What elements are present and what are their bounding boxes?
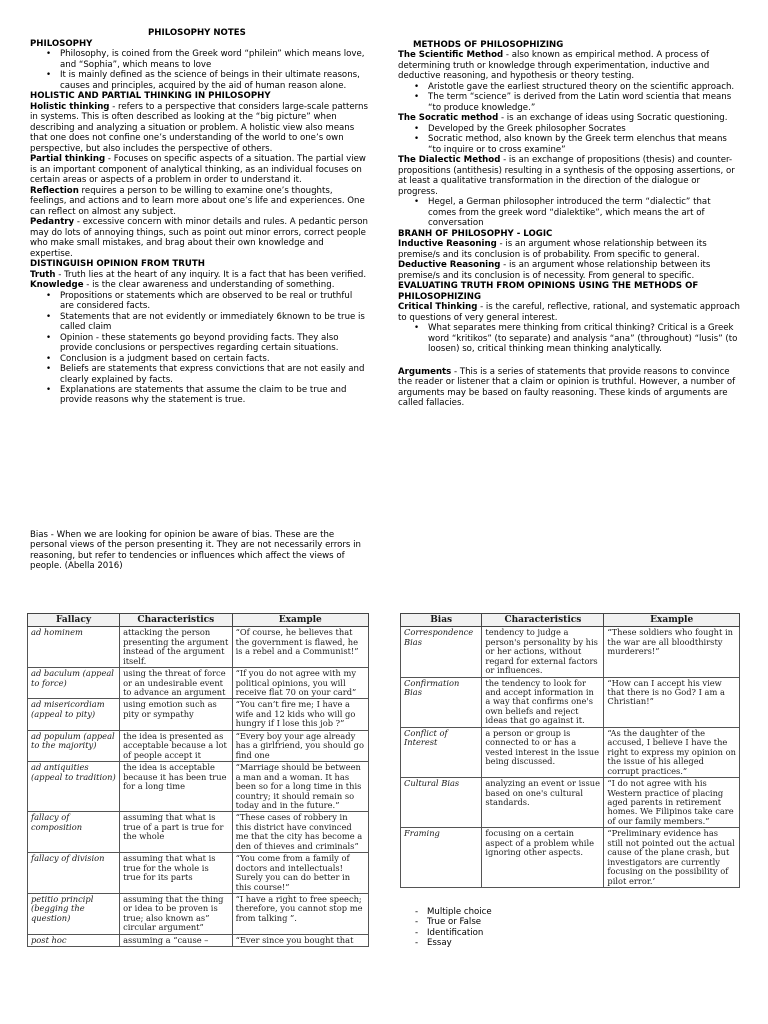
page-title: PHILOSOPHY NOTES [148, 28, 246, 38]
table-row [401, 727, 740, 777]
scientific-bullet-2: • The term “science” is derived from the Latin word scientia that means “to produce knowledge.” [398, 92, 740, 113]
example-cell: “I have a right to free speech; therefore, you cannot stop me from talking ”. [232, 894, 368, 935]
scientific-term: The Scientific Method [398, 50, 504, 61]
critical-text: - is the careful, reflective, rational, and systematic approach to questions of very general interest. [398, 302, 740, 323]
example-cell: “I do not agree with his Western practice of placing aged parents in retirement homes. We Filipinos take care of our family members.” [604, 778, 740, 828]
characteristics-cell: focusing on a certain aspect of a problem while ignoring other aspects. [482, 828, 604, 888]
holistic-heading: HOLISTIC AND PARTIAL THINKING IN PHILOSOPHY [30, 91, 271, 102]
characteristics-cell: tendency to judge a person's personality by his or her actions, without regard for external factors or influences. [482, 627, 604, 677]
holistic-text: - refers to a perspective that considers large-scale patterns in systems. This is often described as looking at the “big picture” when describing and analyzing a situation or problem. A holistic view also means that one does not confine one’s understanding of the world to one’s own perspective, but also includes the perspective of others. [30, 101, 368, 154]
dialectic-bullet-1: • Hegel, a German philosopher introduced the term “dialectic” that comes from the greek word “dialektike”, which means the art of conversation [398, 197, 740, 228]
dialectic-term: The Dialectic Method [398, 155, 501, 166]
knowledge-bullet-3: • Opinion - these statements go beyond providing facts. They also provide conclusions or perspectives regarding certain situations. [30, 333, 368, 354]
fallacy-cell: ad hominem [28, 627, 120, 668]
table-row [28, 762, 369, 812]
distinguish-heading: DISTINGUISH OPINION FROM TRUTH [30, 259, 205, 270]
bias-table [400, 613, 740, 888]
fallacy-cell: fallacy of division [28, 853, 120, 894]
characteristics-cell: the idea is acceptable because it has been true for a long time [120, 762, 233, 812]
pedantry-term: Pedantry [30, 217, 75, 228]
bias-cell: Confirmation Bias [401, 677, 482, 727]
inductive-paragraph [398, 239, 740, 260]
truth-text: - Truth lies at the heart of any inquiry. It is a fact that has been verified. [55, 269, 367, 280]
knowledge-paragraph [30, 280, 368, 290]
knowledge-bullet-4: • Conclusion is a judgment based on certain facts. [30, 354, 368, 364]
pedantry-paragraph [30, 217, 368, 259]
characteristics-cell: assuming that what is true of a part is true for the whole [120, 812, 233, 853]
characteristics-cell: assuming a “cause – [120, 934, 233, 946]
inductive-text: - is an argument whose relationship between its premise/s and its conclusion is of probability. From specific to general. [398, 239, 707, 260]
example-cell: “Preliminary evidence has still not pointed out the actual cause of the plane crash, but investigators are currently focusing on the possibility of pilot error.’ [604, 828, 740, 888]
header-characteristics: Characteristics [482, 614, 604, 627]
deductive-text: - is an argument whose relationship between its premise/s and its conclusion is of necessity. From general to specific. [398, 260, 711, 281]
table-row [28, 627, 369, 668]
example-cell: “How can I accept his view that there is no God? I am a Christian!” [604, 677, 740, 727]
list-item: - Essay [413, 938, 492, 948]
knowledge-term: Knowledge [30, 280, 84, 291]
scientific-list [398, 82, 740, 113]
characteristics-cell: assuming that the thing or idea to be proven is true; also known as” circular argument” [120, 894, 233, 935]
bias-paragraph: Bias - When we are looking for opinion be aware of bias. These are the personal views of the person presenting it. They are not necessarily errors in reasoning, but refer to tendencies or influences which affect the views of people. (Abella 2016) [30, 530, 361, 572]
characteristics-cell: the idea is presented as acceptable because a lot of people accept it [120, 730, 233, 761]
truth-term: Truth [30, 269, 56, 280]
header-example: Example [232, 614, 368, 627]
reflection-paragraph [30, 186, 368, 217]
branch-heading: BRANH OF PHILOSOPHY - LOGIC [398, 228, 553, 239]
knowledge-bullet-6: • Explanations are statements that assume the claim to be true and provide reasons why the statement is true. [30, 385, 368, 406]
scientific-text: - also known as empirical method. A process of determining truth or knowledge through experimentation, inductive and deductive reasoning, and hypothesis or theory testing. [398, 50, 710, 82]
header-bias: Bias [401, 614, 482, 627]
list-item: - Identification [413, 928, 492, 938]
knowledge-bullet-2: • Statements that are not evidently or immediately 6known to be true is called claim [30, 312, 368, 333]
example-cell: “Marriage should be between a man and a woman. It has been so for a long time in this country; it should remain so today and in the future.” [232, 762, 368, 812]
example-cell: “These cases of robbery in this district have convinced me that the city has become a den of thieves and criminals” [232, 812, 368, 853]
fallacy-cell: post hoc [28, 934, 120, 946]
fallacy-cell: ad antiquities (appeal to tradition) [28, 762, 120, 812]
knowledge-list [30, 291, 368, 406]
fallacy-cell: fallacy of composition [28, 812, 120, 853]
characteristics-cell: the tendency to look for and accept information in a way that confirms one's own beliefs and reject ideas that go against it. [482, 677, 604, 727]
dialectic-text: - is an exchange of propositions (thesis) and counter-propositions (antithesis) resulting in a synthesis of the opposing assertions, or at least a qualitative transformation in the direction of the dialogue or progress. [398, 155, 735, 197]
dialectic-paragraph [398, 155, 740, 197]
test-type-list [413, 907, 492, 949]
characteristics-cell: using emotion such as pity or sympathy [120, 699, 233, 730]
partial-term: Partial thinking [30, 154, 106, 165]
example-cell: “You come from a family of doctors and intellectuals! Surely you can do better in this course!” [232, 853, 368, 894]
bias-cell: Framing [401, 828, 482, 888]
fallacy-table [27, 613, 369, 947]
left-column [30, 28, 368, 406]
evaluating-heading: EVALUATING TRUTH FROM OPINIONS USING THE METHODS OF PHILOSOPHIZING [398, 281, 699, 302]
philosophy-bullet-1: • Philosophy, is coined from the Greek word “philein” which means love, and “Sophia”, which means to love [30, 49, 368, 70]
example-cell: “Ever since you bought that [232, 934, 368, 946]
critical-term: Critical Thinking [398, 302, 478, 313]
socratic-bullet-1: • Developed by the Greek philosopher Socrates [398, 124, 740, 134]
socratic-paragraph [398, 113, 740, 123]
socratic-term: The Socratic method [398, 113, 499, 124]
pedantry-text: - excessive concern with minor details and rules. A pedantic person may do lots of annoying things, such as point out minor errors, correct people who make small mistakes, and brag about their own knowledge and expertise. [30, 217, 368, 259]
critical-bullet-1: • What separates mere thinking from critical thinking? Critical is a Greek word “kritikos” (to separate) and analysis “ana” (throughout) “lusis” (to loosen) so, critical thinking mean thinking analytically. [398, 323, 740, 354]
example-cell: “As the daughter of the accused, I believe I have the right to express my opinion on the issue of his alleged corrupt practices.” [604, 727, 740, 777]
fallacy-cell: ad misericordiam (appeal to pity) [28, 699, 120, 730]
philosophy-bullet-2-text: It is mainly defined as the science of beings in their ultimate reasons, causes and principles, acquired by the aid of human reason alone. [60, 70, 360, 91]
socratic-bullet-2: • Socratic method, also known by the Greek term elenchus that means “to inquire or to cross examine” [398, 134, 740, 155]
characteristics-cell: analyzing an event or issue based on one's cultural standards. [482, 778, 604, 828]
characteristics-cell: attacking the person presenting the argument instead of the argument itself. [120, 627, 233, 668]
scientific-bullet-1: • Aristotle gave the earliest structured theory on the scientific approach. [398, 82, 740, 92]
philosophy-bullet-2 [30, 70, 368, 91]
list-item: - True or False [413, 917, 492, 927]
reflection-text: requires a person to be willing to examine one’s thoughts, feelings, and actions and to learn more about one’s life and experiences. One can reflect on almost any subject. [30, 185, 365, 217]
header-fallacy: Fallacy [28, 614, 120, 627]
arguments-term: Arguments [398, 366, 452, 377]
table-row [401, 778, 740, 828]
example-cell: “If you do not agree with my political opinions, you will receive flat 70 on your card” [232, 668, 368, 699]
table-row [28, 699, 369, 730]
table-row [401, 828, 740, 888]
table-row [28, 668, 369, 699]
socratic-list [398, 124, 740, 155]
dialectic-list [398, 197, 740, 228]
holistic-paragraph [30, 102, 368, 154]
header-example: Example [604, 614, 740, 627]
bias-cell: Correspondence Bias [401, 627, 482, 677]
arguments-text: - This is a series of statements that provide reasons to convince the reader or listener that a claim or opinion is truthful. However, a number of arguments may be based on faulty reasoning. These kinds of arguments are called fallacies. [398, 366, 736, 408]
holistic-term: Holistic thinking [30, 101, 110, 112]
table-row [28, 730, 369, 761]
header-characteristics: Characteristics [120, 614, 233, 627]
critical-list [398, 323, 740, 354]
deductive-paragraph [398, 260, 740, 281]
critical-paragraph [398, 302, 740, 323]
characteristics-cell: using the threat of force or an undesirable event to advance an argument [120, 668, 233, 699]
truth-paragraph [30, 270, 368, 280]
knowledge-bullet-1: • Propositions or statements which are observed to be real or truthful are considered facts. [30, 291, 368, 312]
table-row [28, 894, 369, 935]
example-cell: “Every boy your age already has a girlfriend, you should go find one [232, 730, 368, 761]
bias-cell: Conflict of Interest [401, 727, 482, 777]
example-cell: “These soldiers who fought in the war are all bloodthirsty murderers!” [604, 627, 740, 677]
fallacy-cell: ad baculum (appeal to force) [28, 668, 120, 699]
table-row [28, 934, 369, 946]
right-column [398, 40, 740, 408]
fallacy-cell: petitio principl (begging the question) [28, 894, 120, 935]
partial-paragraph [30, 154, 368, 185]
table-row [401, 627, 740, 677]
example-cell: “You can’t fire me; I have a wife and 12 kids who will go hungry if I lose this job ?” [232, 699, 368, 730]
scientific-paragraph [398, 50, 740, 81]
table-row [28, 812, 369, 853]
bias-table-header [401, 614, 740, 627]
characteristics-cell: a person or group is connected to or has a vested interest in the issue being discussed. [482, 727, 604, 777]
inductive-term: Inductive Reasoning [398, 239, 497, 250]
partial-text: - Focuses on specific aspects of a situation. The partial view is an important component of analytical thinking, as an individual focuses on certain areas or aspects of a problem in order to understand it. [30, 154, 366, 186]
deductive-term: Deductive Reasoning [398, 260, 501, 271]
socratic-text: - is an exchange of ideas using Socratic questioning. [498, 113, 728, 124]
fallacy-cell: ad populum (appeal to the majority) [28, 730, 120, 761]
knowledge-text: - is the clear awareness and understanding of something. [83, 280, 335, 291]
characteristics-cell: assuming that what is true for the whole is true for its parts [120, 853, 233, 894]
philosophy-heading: PHILOSOPHY [30, 39, 93, 49]
bias-cell: Cultural Bias [401, 778, 482, 828]
philosophy-list [30, 49, 368, 91]
knowledge-bullet-5: • Beliefs are statements that express convictions that are not easily and clearly explained by facts. [30, 364, 368, 385]
table-row [28, 853, 369, 894]
arguments-paragraph [398, 367, 740, 409]
table-row [401, 677, 740, 727]
methods-heading: METHODS OF PHILOSOPHIZING [413, 40, 564, 50]
reflection-term: Reflection [30, 185, 79, 196]
example-cell: “Of course, he believes that the government is flawed, he is a rebel and a Communist!” [232, 627, 368, 668]
list-item: - Multiple choice [413, 907, 492, 917]
fallacy-table-header [28, 614, 369, 627]
